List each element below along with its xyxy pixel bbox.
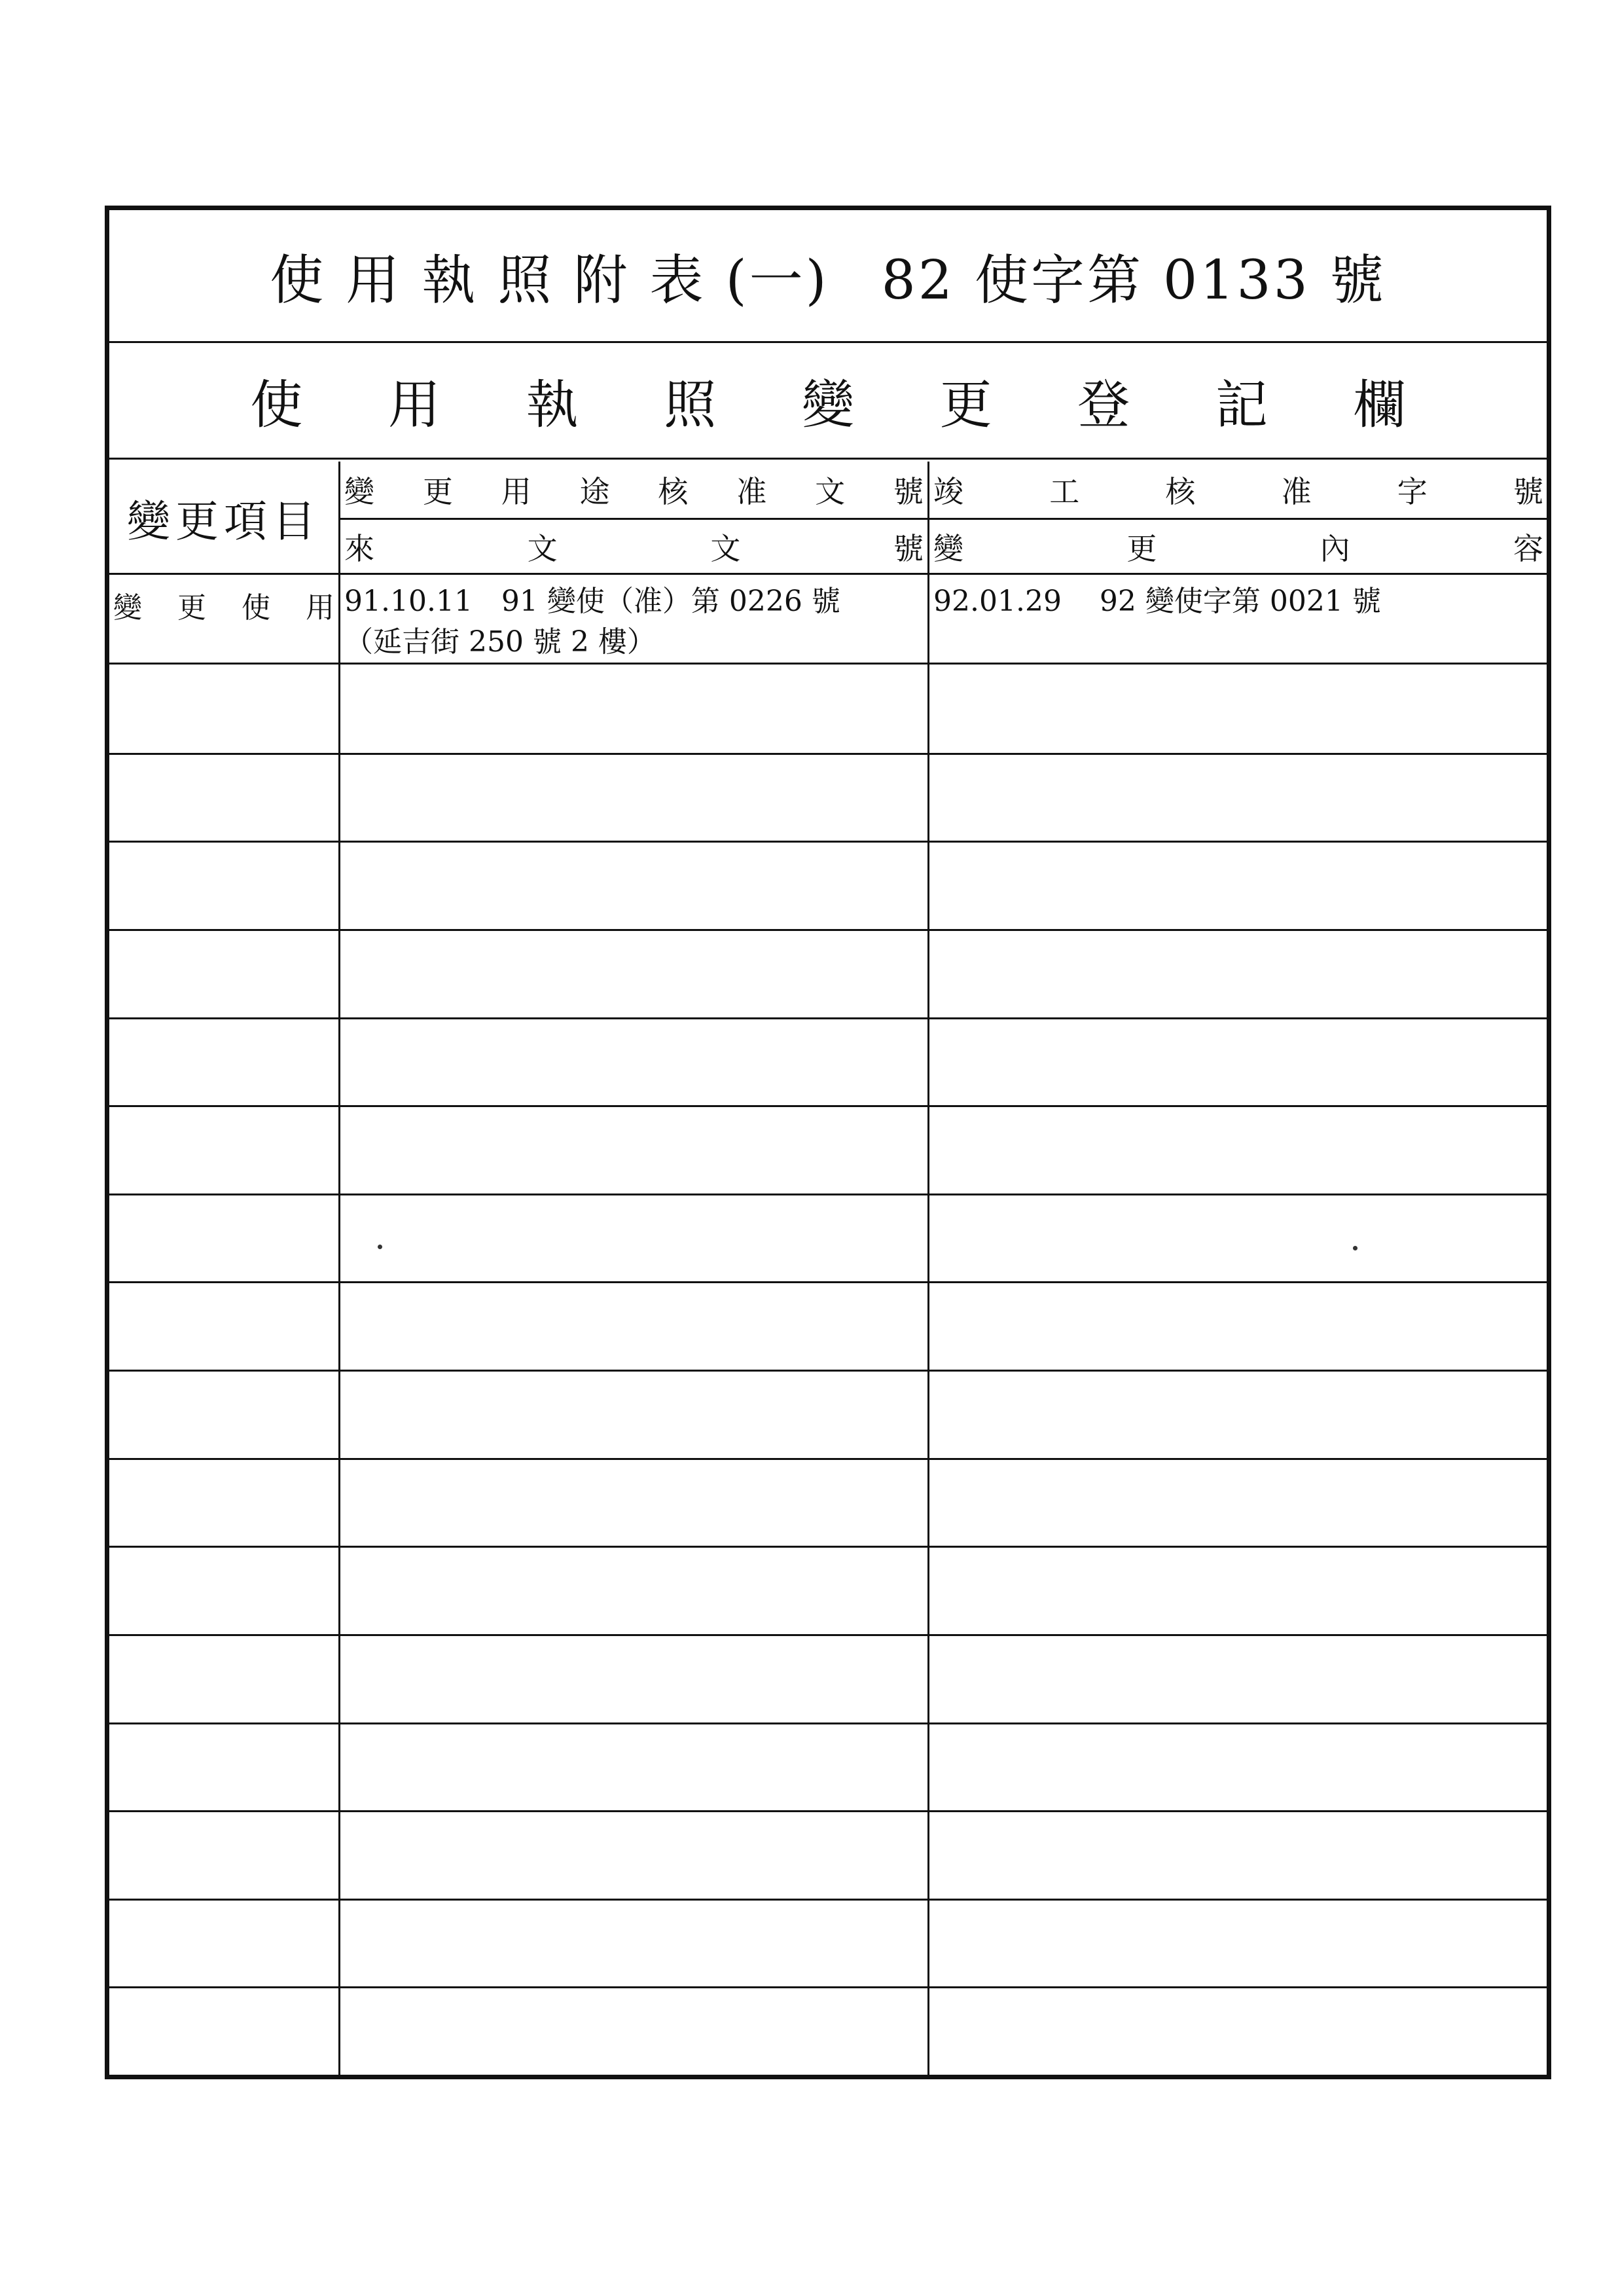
header-char: 來	[344, 530, 374, 566]
item-char: 使	[242, 591, 270, 625]
header-change-content	[929, 520, 1547, 573]
row-change-item	[109, 575, 338, 663]
header-char: 文	[710, 530, 741, 566]
header-change-item: 變更項目	[127, 496, 321, 547]
subtitle-char: 更	[939, 374, 992, 435]
item-char: 用	[306, 591, 334, 625]
empty-row-rule	[109, 929, 1547, 931]
empty-row-rule	[109, 1458, 1547, 1460]
header-char: 變	[344, 474, 374, 509]
subtitle-char: 記	[1215, 374, 1268, 435]
empty-row-rule	[109, 753, 1547, 755]
header-char: 容	[1513, 530, 1543, 566]
row-rule	[109, 663, 1547, 665]
header-char: 文	[527, 530, 558, 566]
empty-row-rule	[109, 1370, 1547, 1372]
header-approval-number	[340, 462, 927, 518]
header-char: 工	[1049, 474, 1080, 509]
column-divider	[338, 462, 340, 2075]
subtitle-char: 變	[801, 374, 854, 435]
form-subtitle	[109, 343, 1547, 460]
header-char: 准	[736, 474, 767, 509]
header-char: 變	[933, 530, 963, 566]
form-title-main: 使 用 執 照 附 表 (一)	[270, 249, 829, 312]
empty-row-rule	[109, 1899, 1547, 1901]
empty-row-rule	[109, 1722, 1547, 1724]
header-char: 字	[1397, 474, 1428, 509]
header-char: 號	[893, 474, 924, 509]
empty-row-rule	[109, 1986, 1547, 1988]
header-char: 核	[658, 474, 689, 509]
registration-table	[109, 462, 1547, 2075]
license-number: 82 使字第 0133 號	[881, 249, 1386, 312]
subtitle-char: 使	[250, 374, 303, 435]
header-char: 竣	[933, 474, 963, 509]
header-char: 號	[893, 530, 924, 566]
header-char: 用	[501, 474, 531, 509]
empty-row-rule	[109, 1017, 1547, 1019]
empty-row-rule	[109, 1634, 1547, 1636]
header-char: 更	[422, 474, 453, 509]
item-char: 變	[113, 591, 142, 625]
address-text: （延吉街 250 號 2 樓）	[344, 625, 656, 659]
row-approval-cell	[340, 575, 927, 663]
header-char: 文	[815, 474, 846, 509]
header-char: 核	[1165, 474, 1196, 509]
item-char: 更	[177, 591, 206, 625]
empty-row-rule	[109, 1194, 1547, 1195]
header-incoming-number	[340, 520, 927, 573]
header-char: 內	[1320, 530, 1350, 566]
subtitle-char: 登	[1077, 374, 1130, 435]
subtitle-char: 欄	[1353, 374, 1406, 435]
scan-speck	[378, 1245, 382, 1249]
usage-license-attachment-form	[105, 206, 1551, 2079]
empty-row-rule	[109, 841, 1547, 843]
header-completion-number	[929, 462, 1547, 518]
approval-number-text: 91.10.11 91 變使（准）第 0226 號	[344, 585, 840, 618]
empty-row-rule	[109, 1810, 1547, 1812]
empty-row-rule	[109, 1546, 1547, 1548]
empty-row-rule	[109, 1105, 1547, 1107]
column-divider	[927, 462, 929, 2075]
header-char: 准	[1281, 474, 1312, 509]
header-char: 號	[1513, 474, 1543, 509]
empty-row-rule	[109, 1281, 1547, 1283]
header-char: 更	[1126, 530, 1157, 566]
form-title	[109, 210, 1547, 343]
subtitle-char: 用	[387, 374, 440, 435]
subtitle-char: 照	[664, 374, 717, 435]
header-char: 途	[579, 474, 610, 509]
completion-number-text: 92.01.29 92 變使字第 0021 號	[933, 585, 1381, 618]
scan-speck	[1353, 1246, 1357, 1250]
subtitle-char: 執	[526, 374, 579, 435]
row-completion-cell	[929, 575, 1547, 663]
